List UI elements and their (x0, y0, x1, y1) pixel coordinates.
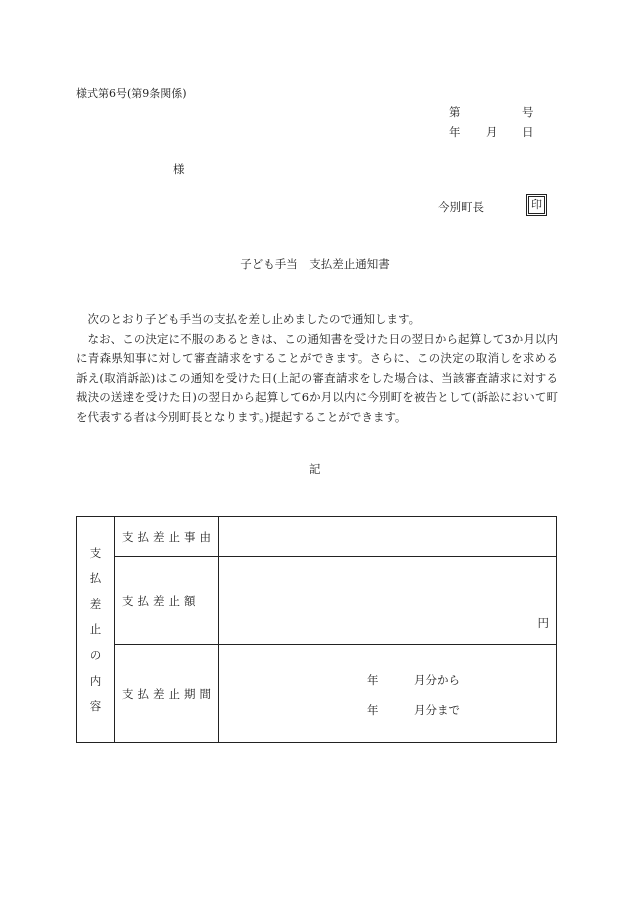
group-label-char: の (89, 648, 102, 663)
group-label-cell (77, 517, 115, 743)
issuer-name: 今別町長 (438, 200, 484, 214)
form-number: 様式第6号(第9条関係) (76, 87, 187, 100)
date-year: 年 (449, 125, 461, 139)
reason-label: 支払差止事由 (115, 517, 219, 557)
ki-marker: 記 (309, 462, 321, 476)
number-prefix: 第 (449, 105, 461, 119)
period-to-month: 月分まで (414, 703, 460, 717)
group-label-char: 内 (89, 673, 102, 688)
number-suffix: 号 (522, 105, 534, 119)
date-month: 月 (486, 125, 498, 139)
period-from-year: 年 (367, 673, 379, 687)
group-label-char: 容 (89, 699, 102, 714)
addressee-honorific: 様 (173, 162, 185, 176)
document-title: 子ども手当 支払差止通知書 (240, 257, 390, 271)
group-label-vertical (77, 545, 114, 715)
notice-paragraph-2: なお、この決定に不服のあるときは、この通知書を受けた日の翌日から起算して3か月以内に青森県知事に対して審査請求をすることができます。さらに、この決定の取消しを求める訴え(取消訴訟)はこの通知を受けた日(上記の審査請求をした場合は、当該審査請求に対する裁決の送達を受けた日)の翌日から起算して6か月以内に今別町を被告として(訴訟において町を代表する者は今別町長となります。)提起することができます。 (76, 331, 558, 424)
seal-stamp: 印 (528, 196, 545, 214)
notice-paragraph-1: 次のとおり子ども手当の支払を差し止めましたので通知します。 (87, 312, 421, 326)
date-day: 日 (522, 125, 534, 139)
group-label-char: 差 (89, 596, 102, 611)
period-from-month: 月分から (414, 673, 460, 687)
period-value (219, 645, 557, 743)
amount-value (219, 557, 557, 645)
period-label: 支払差止期間 (115, 645, 219, 743)
period-to-year: 年 (367, 703, 379, 717)
amount-label: 支払差止額 (115, 557, 219, 645)
group-label-char: 払 (89, 571, 102, 586)
reason-value (219, 517, 557, 557)
group-label-char: 止 (89, 622, 102, 637)
notice-body (76, 310, 558, 427)
suspension-details-table (76, 516, 557, 743)
group-label-char: 支 (89, 545, 102, 560)
amount-unit: 円 (537, 616, 549, 630)
